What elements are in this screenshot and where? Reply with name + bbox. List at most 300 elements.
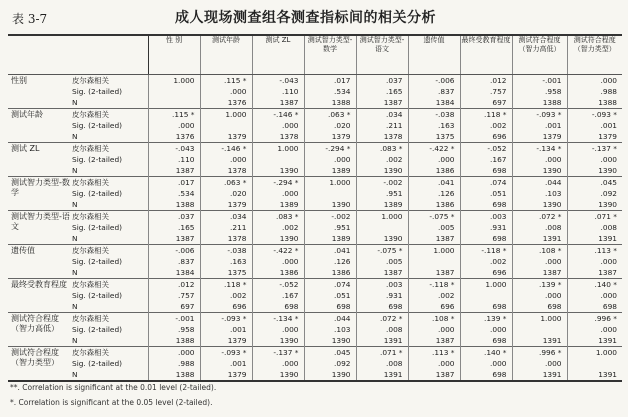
sig-value <box>201 120 252 131</box>
pearson-value: .037 <box>386 76 403 85</box>
sig-value: .958 <box>545 87 562 96</box>
sig-value: .092 <box>600 189 617 198</box>
row-variable-label: 遗传值 <box>8 245 70 279</box>
footnote-005-level: *. Correlation is significant at the 0.05 level (2-tailed). <box>10 398 213 407</box>
sig-value: .167 <box>282 291 299 300</box>
table-row <box>8 347 622 382</box>
n-value: 1390 <box>279 166 299 175</box>
correlation-cell <box>460 245 512 279</box>
pearson-value: .071 * <box>379 348 403 357</box>
correlation-cell <box>567 279 622 313</box>
sig-value: .000 <box>282 325 299 334</box>
footnote-001-level: **. Correlation is significant at the 0.01 level (2-tailed). <box>10 383 217 392</box>
table-row <box>8 109 622 143</box>
n-value: 1390 <box>279 370 299 379</box>
pearson-value: .072 * <box>538 212 562 221</box>
pearson-value: 1.000 <box>173 76 195 85</box>
correlation-cell <box>200 279 252 313</box>
sig-value: .000 <box>600 291 617 300</box>
table-row <box>8 279 622 313</box>
sig-value: .000 <box>545 359 562 368</box>
sig-value: .000 <box>178 121 195 130</box>
n-value: 1384 <box>175 268 195 277</box>
correlation-cell <box>148 211 200 245</box>
pearson-value: .071 * <box>594 212 617 221</box>
n-value: 1390 <box>279 336 299 345</box>
pearson-value: 1.000 <box>485 280 507 289</box>
correlation-cell <box>512 279 567 313</box>
n-value: 696 <box>492 132 507 141</box>
sig-value: .001 <box>600 121 617 130</box>
correlation-cell <box>356 211 408 245</box>
pearson-value: -.006 <box>435 76 455 85</box>
correlation-cell <box>567 347 622 382</box>
n-value: 1391 <box>598 234 617 243</box>
n-value: 1379 <box>227 336 247 345</box>
pearson-value: -.134 * <box>273 314 299 323</box>
row-stat-labels <box>70 313 148 347</box>
pearson-value: -.052 <box>279 280 299 289</box>
row-stat-labels <box>70 109 148 143</box>
stat-label: N <box>72 370 78 379</box>
n-value: 1378 <box>227 234 247 243</box>
pearson-value: .996 * <box>594 314 617 323</box>
sig-value: .757 <box>178 291 195 300</box>
column-header: 测试智力类型-语文 <box>356 35 408 75</box>
pearson-value: -.118 * <box>481 246 507 255</box>
pearson-value: -.422 * <box>429 144 455 153</box>
pearson-value: .115 * <box>223 76 247 85</box>
pearson-value: .003 <box>490 212 507 221</box>
n-value: 1391 <box>383 370 403 379</box>
stat-label: N <box>72 234 78 243</box>
correlation-cell <box>567 109 622 143</box>
correlation-cell <box>460 347 512 382</box>
correlation-cell <box>356 245 408 279</box>
stat-label: Sig. (2-tailed) <box>72 291 123 300</box>
stat-label: Sig. (2-tailed) <box>72 121 123 130</box>
sig-value: .000 <box>438 325 455 334</box>
correlation-cell <box>408 211 460 245</box>
sig-value: .000 <box>230 155 247 164</box>
sig-value: .931 <box>386 291 403 300</box>
pearson-value: -.137 * <box>591 144 617 153</box>
n-value: 1387 <box>435 234 455 243</box>
correlation-cell <box>567 245 622 279</box>
n-value: 698 <box>492 370 507 379</box>
n-value: 696 <box>232 302 247 311</box>
n-value: 1387 <box>598 268 617 277</box>
stat-label: Sig. (2-tailed) <box>72 359 123 368</box>
pearson-value: .012 <box>490 76 507 85</box>
correlation-cell <box>200 211 252 245</box>
pearson-value: .118 * <box>223 280 247 289</box>
pearson-value: .140 * <box>594 280 617 289</box>
pearson-value: .113 * <box>594 246 617 255</box>
pearson-value: .041 <box>334 246 351 255</box>
n-value: 1387 <box>175 234 195 243</box>
correlation-cell <box>304 245 356 279</box>
correlation-cell <box>252 75 304 109</box>
sig-value: .165 <box>386 87 403 96</box>
row-variable-label: 最终受教育程度 <box>8 279 70 313</box>
sig-value: .008 <box>386 359 403 368</box>
row-variable-label: 测试年龄 <box>8 109 70 143</box>
sig-value: .165 <box>178 223 195 232</box>
stat-label: Sig. (2-tailed) <box>72 87 123 96</box>
n-value: 1387 <box>435 336 455 345</box>
n-value: 1391 <box>542 234 562 243</box>
n-value: 1387 <box>279 98 299 107</box>
pearson-value: .003 <box>386 280 403 289</box>
pearson-value: 1.000 <box>595 348 617 357</box>
correlation-cell <box>252 347 304 382</box>
pearson-value: -.001 <box>542 76 562 85</box>
pearson-value: .113 * <box>431 348 455 357</box>
row-variable-label: 测试智力类型-数学 <box>8 177 70 211</box>
sig-value <box>149 86 200 97</box>
pearson-value: -.146 * <box>221 144 247 153</box>
table-row <box>8 245 622 279</box>
n-value: 1391 <box>598 370 617 379</box>
correlation-cell <box>460 279 512 313</box>
pearson-value: .996 * <box>538 348 562 357</box>
pearson-value: .012 <box>178 280 195 289</box>
n-value: 1375 <box>227 268 247 277</box>
correlation-cell <box>356 177 408 211</box>
sig-value <box>253 154 304 165</box>
n-value: 1376 <box>175 132 195 141</box>
correlation-cell <box>512 245 567 279</box>
pearson-value: -.118 * <box>429 280 455 289</box>
pearson-value: .063 * <box>223 178 247 187</box>
pearson-value: .017 <box>178 178 195 187</box>
n-value: 1378 <box>383 132 403 141</box>
table-header-row <box>8 35 622 75</box>
pearson-value: -.093 * <box>591 110 617 119</box>
sig-value: .931 <box>490 223 507 232</box>
correlation-cell <box>304 211 356 245</box>
sig-value: .951 <box>334 223 351 232</box>
n-value: 697 <box>180 302 195 311</box>
stat-label: 皮尔森相关 <box>72 348 109 357</box>
correlation-cell <box>512 109 567 143</box>
correlation-cell <box>356 313 408 347</box>
stat-label: N <box>72 98 78 107</box>
pearson-value: -.001 <box>175 314 195 323</box>
sig-value: .001 <box>545 121 562 130</box>
stat-label: N <box>72 132 78 141</box>
correlation-cell <box>408 313 460 347</box>
page-header <box>0 0 628 34</box>
sig-value: .951 <box>386 189 403 198</box>
correlation-cell <box>148 75 200 109</box>
correlation-cell <box>304 109 356 143</box>
sig-value <box>305 188 356 199</box>
pearson-value: -.052 <box>487 144 507 153</box>
correlation-cell <box>200 75 252 109</box>
table-row <box>8 75 622 109</box>
correlation-cell <box>408 279 460 313</box>
row-stat-labels <box>70 279 148 313</box>
sig-value: .000 <box>438 155 455 164</box>
pearson-value: .037 <box>178 212 195 221</box>
sig-value: .005 <box>386 257 403 266</box>
column-header: 最终受教育程度 <box>460 35 512 75</box>
n-value: 698 <box>336 302 351 311</box>
stat-label: 皮尔森相关 <box>72 314 109 323</box>
row-stat-labels <box>70 143 148 177</box>
sig-value: .103 <box>545 189 562 198</box>
pearson-value: -.294 * <box>325 144 351 153</box>
table-label: 表 3-7 <box>12 12 48 26</box>
correlation-cell <box>252 143 304 177</box>
correlation-cell <box>148 109 200 143</box>
stat-label: 皮尔森相关 <box>72 110 109 119</box>
correlation-cell <box>567 177 622 211</box>
table-row <box>8 143 622 177</box>
pearson-value: .139 * <box>483 314 507 323</box>
stat-label: N <box>72 302 78 311</box>
table-body <box>8 75 622 382</box>
n-value: 1391 <box>383 336 403 345</box>
correlation-cell <box>567 143 622 177</box>
n-value: 1389 <box>331 234 351 243</box>
sig-value: .000 <box>545 257 562 266</box>
n-value: 1386 <box>435 166 455 175</box>
pearson-value: 1.000 <box>277 144 299 153</box>
pearson-value: -.075 * <box>429 212 455 221</box>
correlation-cell <box>304 177 356 211</box>
pearson-value: -.038 <box>227 246 247 255</box>
pearson-value: -.137 * <box>273 348 299 357</box>
pearson-value: 1.000 <box>540 314 562 323</box>
pearson-value: .045 <box>600 178 617 187</box>
page-title: 成人现场测查组各测查指标间的相关分析 <box>175 10 436 26</box>
n-value: 1388 <box>175 336 195 345</box>
stat-label: N <box>72 200 78 209</box>
correlation-cell <box>567 211 622 245</box>
pearson-value: .017 <box>334 76 351 85</box>
n-value: 1379 <box>598 132 617 141</box>
n-value: 696 <box>492 268 507 277</box>
sig-value: .002 <box>282 223 299 232</box>
pearson-value: .034 <box>230 212 247 221</box>
pearson-value: .140 * <box>483 348 507 357</box>
row-variable-label: 测试 ZL <box>8 143 70 177</box>
n-value: 1378 <box>227 166 247 175</box>
n-value: 1391 <box>542 336 562 345</box>
sig-value: .126 <box>334 257 351 266</box>
stat-label: N <box>72 336 78 345</box>
n-value: 1391 <box>542 370 562 379</box>
correlation-cell <box>200 313 252 347</box>
correlation-cell <box>460 75 512 109</box>
sig-value: .000 <box>600 155 617 164</box>
row-stat-labels <box>70 347 148 382</box>
sig-value <box>409 256 460 267</box>
sig-value: .000 <box>600 257 617 266</box>
correlation-cell <box>408 177 460 211</box>
pearson-value: -.043 <box>279 76 299 85</box>
n-value: 1390 <box>331 336 351 345</box>
stat-label: Sig. (2-tailed) <box>72 189 123 198</box>
stat-label: 皮尔森相关 <box>72 280 109 289</box>
correlation-cell <box>460 211 512 245</box>
sig-value: .167 <box>490 155 507 164</box>
sig-value <box>461 290 512 301</box>
pearson-value: .044 <box>545 178 562 187</box>
table-row <box>8 211 622 245</box>
sig-value: .000 <box>490 359 507 368</box>
pearson-value: -.093 * <box>221 348 247 357</box>
pearson-value: .041 <box>438 178 455 187</box>
sig-value: .534 <box>178 189 195 198</box>
correlation-cell <box>200 347 252 382</box>
correlation-cell <box>200 177 252 211</box>
correlation-cell <box>408 245 460 279</box>
n-value: 1389 <box>383 200 403 209</box>
sig-value: .000 <box>490 325 507 334</box>
n-value: 1387 <box>435 268 455 277</box>
sig-value: .757 <box>490 87 507 96</box>
correlation-cell <box>304 347 356 382</box>
pearson-value: -.294 * <box>273 178 299 187</box>
correlation-cell <box>567 75 622 109</box>
sig-value: .988 <box>600 87 617 96</box>
n-value: 1387 <box>435 370 455 379</box>
sig-value: .837 <box>178 257 195 266</box>
correlation-cell <box>512 313 567 347</box>
sig-value: .000 <box>282 257 299 266</box>
header-blank <box>70 35 148 75</box>
sig-value: .837 <box>438 87 455 96</box>
correlation-cell <box>304 279 356 313</box>
n-value: 1390 <box>542 200 562 209</box>
sig-value: .126 <box>438 189 455 198</box>
n-value: 698 <box>492 336 507 345</box>
sig-value <box>513 324 567 335</box>
column-header: 遗传值 <box>408 35 460 75</box>
sig-value: .020 <box>230 189 247 198</box>
correlation-cell <box>512 347 567 382</box>
correlation-cell <box>252 313 304 347</box>
row-stat-labels <box>70 211 148 245</box>
stat-label: 皮尔森相关 <box>72 212 109 221</box>
pearson-value: -.134 * <box>536 144 562 153</box>
n-value <box>149 97 200 108</box>
correlation-cell <box>356 347 408 382</box>
pearson-value: -.422 * <box>273 246 299 255</box>
n-value: 1379 <box>227 132 247 141</box>
n-value: 1375 <box>435 132 455 141</box>
row-variable-label: 性别 <box>11 76 27 85</box>
stat-label: N <box>72 166 78 175</box>
pearson-value: .139 * <box>538 280 562 289</box>
table-row <box>8 313 622 347</box>
n-value: 697 <box>492 98 507 107</box>
pearson-value: .108 * <box>538 246 562 255</box>
sig-value: .051 <box>334 291 351 300</box>
n-value: 1388 <box>598 98 617 107</box>
correlation-cell <box>304 75 356 109</box>
correlation-cell <box>512 75 567 109</box>
row-variable-label: 测试智力类型-语文 <box>8 211 70 245</box>
pearson-value: .063 * <box>327 110 351 119</box>
n-value: 1390 <box>331 200 351 209</box>
n-value: 1387 <box>175 166 195 175</box>
column-header: 测试年龄 <box>200 35 252 75</box>
correlation-cell <box>460 313 512 347</box>
sig-value: .211 <box>230 223 247 232</box>
column-header: 测试符合程度（智力高低） <box>512 35 567 75</box>
n-value: 698 <box>492 200 507 209</box>
correlation-cell <box>148 143 200 177</box>
stat-label: Sig. (2-tailed) <box>72 257 123 266</box>
correlation-cell <box>356 75 408 109</box>
n-value: 696 <box>440 302 455 311</box>
pearson-value: -.075 * <box>377 246 403 255</box>
sig-value: .000 <box>230 87 247 96</box>
sig-value: .000 <box>438 359 455 368</box>
n-value: 1389 <box>279 200 299 209</box>
n-value: 698 <box>492 302 507 311</box>
sig-value <box>568 358 623 369</box>
pearson-value: .074 <box>490 178 507 187</box>
correlation-table <box>8 34 622 382</box>
pearson-value: -.146 * <box>273 110 299 119</box>
pearson-value: 1.000 <box>329 178 351 187</box>
correlation-cell <box>148 347 200 382</box>
sig-value: .000 <box>334 155 351 164</box>
pearson-value: .045 <box>334 348 351 357</box>
correlation-cell <box>200 109 252 143</box>
n-value: 1388 <box>175 200 195 209</box>
column-header: 性 别 <box>148 35 200 75</box>
n-value: 698 <box>602 302 617 311</box>
column-header: 测试 ZL <box>252 35 304 75</box>
n-value: 1386 <box>331 268 351 277</box>
pearson-value: 1.000 <box>225 110 247 119</box>
pearson-value: .000 <box>600 76 617 85</box>
n-value: 1379 <box>227 200 247 209</box>
row-variable-label: 测试符合程度（智力类型） <box>8 347 70 382</box>
sig-value: .002 <box>438 291 455 300</box>
pearson-value: .074 <box>334 280 351 289</box>
sig-value: .002 <box>490 257 507 266</box>
n-value: 698 <box>388 302 403 311</box>
sig-value: .000 <box>545 155 562 164</box>
sig-value: .008 <box>545 223 562 232</box>
sig-value: .000 <box>600 325 617 334</box>
n-value: 1387 <box>542 268 562 277</box>
correlation-cell <box>460 143 512 177</box>
sig-value: .211 <box>386 121 403 130</box>
pearson-value: .108 * <box>431 314 455 323</box>
sig-value: .020 <box>334 121 351 130</box>
pearson-value: -.093 * <box>221 314 247 323</box>
pearson-value: -.043 <box>175 144 195 153</box>
correlation-cell <box>252 109 304 143</box>
pearson-value: -.002 <box>331 212 351 221</box>
pearson-value: .115 * <box>171 110 195 119</box>
pearson-value: -.038 <box>435 110 455 119</box>
n-value: 1389 <box>331 166 351 175</box>
correlation-cell <box>408 143 460 177</box>
correlation-cell <box>304 143 356 177</box>
correlation-cell <box>200 143 252 177</box>
n-value: 1384 <box>435 98 455 107</box>
